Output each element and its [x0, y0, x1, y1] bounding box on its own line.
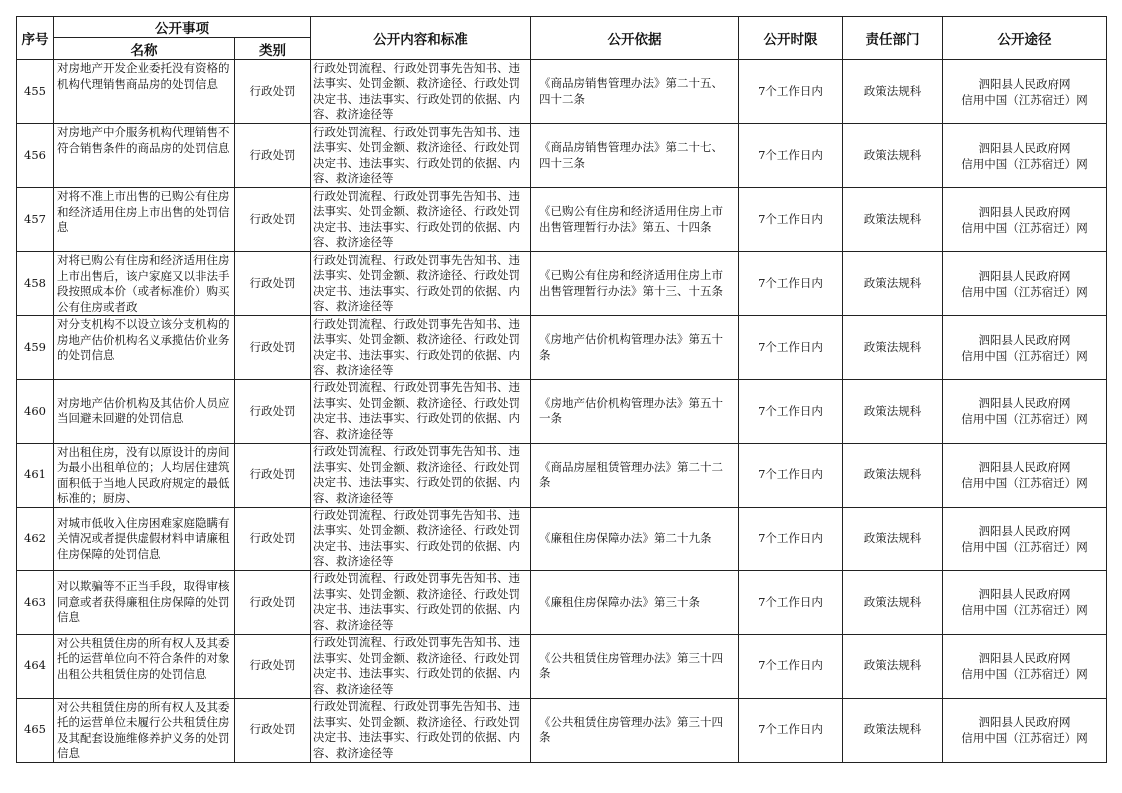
header-category: 类别 — [235, 38, 311, 60]
row-name: 对出租住房，没有以原设计的房间为最小出租单位的；人均居住建筑面积低于当地人民政府规定的最低标准的；厨房、 — [54, 443, 235, 507]
table-row — [17, 124, 1107, 188]
channel-gov-site: 泗阳县人民政府网 — [978, 76, 1071, 91]
table-row — [17, 443, 1107, 507]
row-dept: 政策法规科 — [843, 698, 943, 762]
row-basis: 《廉租住房保障办法》第二十九条 — [531, 507, 739, 571]
row-basis: 《公共租赁住房管理办法》第三十四条 — [531, 698, 739, 762]
row-content: 行政处罚流程、行政处罚事先告知书、违法事实、处罚金额、救济途径、行政处罚决定书、违法事实、行政处罚的依据、内容、救济途径等 — [311, 60, 531, 124]
row-time-limit: 7个工作日内 — [739, 443, 843, 507]
channel-gov-site: 泗阳县人民政府网 — [978, 268, 1071, 283]
row-time-limit: 7个工作日内 — [739, 380, 843, 444]
channel-gov-site: 泗阳县人民政府网 — [978, 523, 1071, 538]
row-content: 行政处罚流程、行政处罚事先告知书、违法事实、处罚金额、救济途径、行政处罚决定书、违法事实、行政处罚的依据、内容、救济途径等 — [311, 316, 531, 380]
row-category: 行政处罚 — [235, 507, 311, 571]
channel-gov-site: 泗阳县人民政府网 — [978, 140, 1071, 155]
channel-credit-site: 信用中国（江苏宿迁）网 — [961, 412, 1088, 427]
row-name: 对公共租赁住房的所有权人及其委托的运营单位未履行公共租赁住房及其配套设施维修养护义务的处罚信息 — [54, 698, 235, 762]
disclosure-table — [16, 16, 1107, 763]
row-channel — [943, 507, 1107, 571]
row-dept: 政策法规科 — [843, 188, 943, 252]
row-basis: 《房地产估价机构管理办法》第五十一条 — [531, 380, 739, 444]
row-basis: 《商品房销售管理办法》第二十七、四十三条 — [531, 124, 739, 188]
row-content: 行政处罚流程、行政处罚事先告知书、违法事实、处罚金额、救济途径、行政处罚决定书、违法事实、行政处罚的依据、内容、救济途径等 — [311, 443, 531, 507]
row-seq: 459 — [17, 316, 54, 380]
header-public-item: 公开事项 — [54, 17, 311, 38]
row-dept: 政策法规科 — [843, 124, 943, 188]
channel-credit-site: 信用中国（江苏宿迁）网 — [961, 603, 1088, 618]
row-content: 行政处罚流程、行政处罚事先告知书、违法事实、处罚金额、救济途径、行政处罚决定书、违法事实、行政处罚的依据、内容、救济途径等 — [311, 252, 531, 316]
row-name: 对房地产中介服务机构代理销售不符合销售条件的商品房的处罚信息 — [54, 124, 235, 188]
row-seq: 464 — [17, 634, 54, 698]
row-channel — [943, 571, 1107, 635]
row-name: 对房地产估价机构及其估价人员应当回避未回避的处罚信息 — [54, 380, 235, 444]
row-time-limit: 7个工作日内 — [739, 60, 843, 124]
row-name: 对以欺骗等不正当手段，取得审核同意或者获得廉租住房保障的处罚信息 — [54, 571, 235, 635]
table-row — [17, 380, 1107, 444]
row-channel — [943, 634, 1107, 698]
channel-credit-site: 信用中国（江苏宿迁）网 — [961, 284, 1088, 299]
row-seq: 456 — [17, 124, 54, 188]
row-category: 行政处罚 — [235, 124, 311, 188]
row-category: 行政处罚 — [235, 571, 311, 635]
row-name: 对将已购公有住房和经济适用住房上市出售后，该户家庭又以非法手段按照成本价（或者标准价）购买公有住房或者政 — [54, 252, 235, 316]
row-channel — [943, 698, 1107, 762]
row-time-limit: 7个工作日内 — [739, 188, 843, 252]
row-dept: 政策法规科 — [843, 252, 943, 316]
channel-credit-site: 信用中国（江苏宿迁）网 — [961, 667, 1088, 681]
row-seq: 455 — [17, 60, 54, 124]
header-content: 公开内容和标准 — [311, 17, 531, 60]
header-channel: 公开途径 — [943, 17, 1107, 60]
row-content: 行政处罚流程、行政处罚事先告知书、违法事实、处罚金额、救济途径、行政处罚决定书、违法事实、行政处罚的依据、内容、救济途径等 — [311, 507, 531, 571]
row-time-limit: 7个工作日内 — [739, 571, 843, 635]
channel-gov-site: 泗阳县人民政府网 — [978, 460, 1071, 474]
row-content: 行政处罚流程、行政处罚事先告知书、违法事实、处罚金额、救济途径、行政处罚决定书、违法事实、行政处罚的依据、内容、救济途径等 — [311, 124, 531, 188]
channel-credit-site: 信用中国（江苏宿迁）网 — [961, 92, 1088, 107]
row-channel — [943, 252, 1107, 316]
table-row — [17, 188, 1107, 252]
table-row — [17, 316, 1107, 380]
channel-gov-site: 泗阳县人民政府网 — [978, 715, 1071, 729]
header-time-limit: 公开时限 — [739, 17, 843, 60]
row-basis: 《房地产估价机构管理办法》第五十条 — [531, 316, 739, 380]
channel-credit-site: 信用中国（江苏宿迁）网 — [961, 539, 1088, 554]
row-category: 行政处罚 — [235, 634, 311, 698]
row-time-limit: 7个工作日内 — [739, 698, 843, 762]
row-seq: 465 — [17, 698, 54, 762]
channel-credit-site: 信用中国（江苏宿迁）网 — [961, 731, 1088, 745]
row-category: 行政处罚 — [235, 698, 311, 762]
channel-credit-site: 信用中国（江苏宿迁）网 — [961, 220, 1088, 235]
channel-gov-site: 泗阳县人民政府网 — [978, 204, 1071, 219]
row-seq: 457 — [17, 188, 54, 252]
channel-credit-site: 信用中国（江苏宿迁）网 — [961, 476, 1088, 490]
row-name: 对城市低收入住房困难家庭隐瞒有关情况或者提供虚假材料申请廉租住房保障的处罚信息 — [54, 507, 235, 571]
channel-gov-site: 泗阳县人民政府网 — [978, 332, 1071, 347]
row-time-limit: 7个工作日内 — [739, 316, 843, 380]
row-time-limit: 7个工作日内 — [739, 634, 843, 698]
row-channel — [943, 188, 1107, 252]
row-content: 行政处罚流程、行政处罚事先告知书、违法事实、处罚金额、救济途径、行政处罚决定书、违法事实、行政处罚的依据、内容、救济途径等 — [311, 634, 531, 698]
table-body — [17, 60, 1107, 763]
row-name: 对房地产开发企业委托没有资格的机构代理销售商品房的处罚信息 — [54, 60, 235, 124]
row-seq: 458 — [17, 252, 54, 316]
row-seq: 463 — [17, 571, 54, 635]
row-channel — [943, 443, 1107, 507]
row-content: 行政处罚流程、行政处罚事先告知书、违法事实、处罚金额、救济途径、行政处罚决定书、违法事实、行政处罚的依据、内容、救济途径等 — [311, 380, 531, 444]
row-channel — [943, 60, 1107, 124]
row-time-limit: 7个工作日内 — [739, 252, 843, 316]
row-channel — [943, 124, 1107, 188]
row-dept: 政策法规科 — [843, 634, 943, 698]
row-dept: 政策法规科 — [843, 60, 943, 124]
row-dept: 政策法规科 — [843, 571, 943, 635]
row-name: 对分支机构不以设立该分支机构的房地产估价机构名义承揽估价业务的处罚信息 — [54, 316, 235, 380]
row-name: 对将不准上市出售的已购公有住房和经济适用住房上市出售的处罚信息 — [54, 188, 235, 252]
row-time-limit: 7个工作日内 — [739, 124, 843, 188]
table-row — [17, 634, 1107, 698]
channel-gov-site: 泗阳县人民政府网 — [978, 587, 1071, 602]
row-basis: 《已购公有住房和经济适用住房上市出售管理暂行办法》第五、十四条 — [531, 188, 739, 252]
row-seq: 462 — [17, 507, 54, 571]
table-row — [17, 507, 1107, 571]
row-seq: 460 — [17, 380, 54, 444]
channel-credit-site: 信用中国（江苏宿迁）网 — [961, 348, 1088, 363]
channel-credit-site: 信用中国（江苏宿迁）网 — [961, 156, 1088, 171]
row-category: 行政处罚 — [235, 316, 311, 380]
table-row — [17, 571, 1107, 635]
row-content: 行政处罚流程、行政处罚事先告知书、违法事实、处罚金额、救济途径、行政处罚决定书、违法事实、行政处罚的依据、内容、救济途径等 — [311, 571, 531, 635]
row-basis: 《已购公有住房和经济适用住房上市出售管理暂行办法》第十三、十五条 — [531, 252, 739, 316]
row-dept: 政策法规科 — [843, 507, 943, 571]
row-time-limit: 7个工作日内 — [739, 507, 843, 571]
header-name: 名称 — [54, 38, 235, 60]
row-basis: 《廉租住房保障办法》第三十条 — [531, 571, 739, 635]
row-category: 行政处罚 — [235, 443, 311, 507]
row-channel — [943, 380, 1107, 444]
row-seq: 461 — [17, 443, 54, 507]
row-name: 对公共租赁住房的所有权人及其委托的运营单位向不符合条件的对象出租公共租赁住房的处罚信息 — [54, 634, 235, 698]
row-basis: 《商品房屋租赁管理办法》第二十二条 — [531, 443, 739, 507]
row-basis: 《公共租赁住房管理办法》第三十四条 — [531, 634, 739, 698]
row-category: 行政处罚 — [235, 188, 311, 252]
header-seq: 序号 — [17, 17, 54, 60]
header-basis: 公开依据 — [531, 17, 739, 60]
table-row — [17, 60, 1107, 124]
row-category: 行政处罚 — [235, 60, 311, 124]
row-dept: 政策法规科 — [843, 316, 943, 380]
row-category: 行政处罚 — [235, 380, 311, 444]
row-channel — [943, 316, 1107, 380]
header-dept: 责任部门 — [843, 17, 943, 60]
row-category: 行政处罚 — [235, 252, 311, 316]
row-dept: 政策法规科 — [843, 380, 943, 444]
row-content: 行政处罚流程、行政处罚事先告知书、违法事实、处罚金额、救济途径、行政处罚决定书、违法事实、行政处罚的依据、内容、救济途径等 — [311, 188, 531, 252]
channel-gov-site: 泗阳县人民政府网 — [978, 396, 1071, 411]
row-dept: 政策法规科 — [843, 443, 943, 507]
channel-gov-site: 泗阳县人民政府网 — [978, 651, 1071, 665]
row-content: 行政处罚流程、行政处罚事先告知书、违法事实、处罚金额、救济途径、行政处罚决定书、违法事实、行政处罚的依据、内容、救济途径等 — [311, 698, 531, 762]
row-basis: 《商品房销售管理办法》第二十五、四十二条 — [531, 60, 739, 124]
table-row — [17, 252, 1107, 316]
table-row — [17, 698, 1107, 762]
